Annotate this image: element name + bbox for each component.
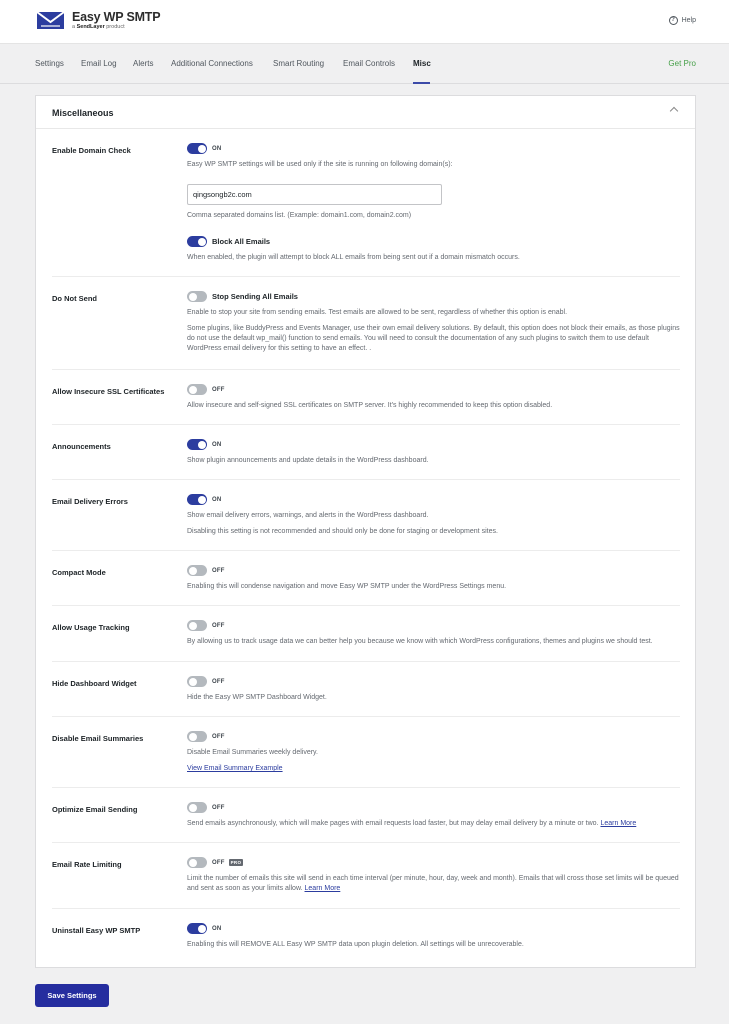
usage-tracking-toggle[interactable] (187, 620, 207, 631)
tab-email-log[interactable]: Email Log (81, 59, 117, 68)
brand-logo[interactable] (35, 10, 160, 31)
question-icon: ? (669, 16, 678, 25)
setting-label: Allow Usage Tracking (52, 623, 130, 632)
block-all-emails-toggle[interactable] (187, 236, 207, 247)
setting-usage-tracking (52, 606, 680, 662)
setting-label: Do Not Send (52, 294, 97, 303)
tab-misc[interactable]: Misc (413, 59, 431, 68)
toggle-state: ON (212, 145, 222, 152)
brand-subtitle: a SendLayer product (72, 23, 125, 30)
toggle-state: OFF (212, 622, 225, 629)
domains-input[interactable] (187, 184, 442, 205)
setting-description: Enabling this will REMOVE ALL Easy WP SMTP data upon plugin deletion. All settings will be unrecoverable. (187, 941, 524, 948)
rate-limiting-toggle[interactable] (187, 857, 207, 868)
setting-description: By allowing us to track usage data we can better help you because we know with which WordPress configurations, themes and plugins we should test. (187, 638, 653, 645)
setting-label: Disable Email Summaries (52, 734, 144, 743)
tab-email-controls[interactable]: Email Controls (343, 59, 396, 68)
setting-label: Enable Domain Check (52, 146, 131, 155)
setting-announcements (52, 425, 680, 480)
setting-compact-mode (52, 551, 680, 606)
envelope-logo-icon (35, 10, 66, 31)
toggle-state: ON (212, 496, 222, 503)
domains-help: Comma separated domains list. (Example: domain1.com, domain2.com) (187, 212, 412, 219)
setting-description: Easy WP SMTP settings will be used only if the site is running on following domain(s): (187, 161, 453, 168)
toggle-state: ON (212, 441, 222, 448)
setting-label: Email Rate Limiting (52, 860, 122, 869)
setting-domain-check (52, 129, 680, 277)
help-link[interactable] (669, 16, 696, 25)
setting-label: Uninstall Easy WP SMTP (52, 926, 141, 935)
setting-description: Allow insecure and self-signed SSL certificates on SMTP server. It's highly recommended to keep this option disabled. (187, 402, 553, 409)
toggle-state: OFF (212, 804, 225, 811)
optimize-sending-toggle[interactable] (187, 802, 207, 813)
panel-header[interactable] (36, 96, 695, 129)
setting-rate-limiting (52, 843, 680, 909)
setting-label: Announcements (52, 442, 111, 451)
top-bar (0, 0, 729, 44)
setting-label: Optimize Email Sending (52, 805, 138, 814)
setting-description: Enabling this will condense navigation and move Easy WP SMTP under the WordPress Settings menu. (187, 583, 507, 590)
setting-email-summaries (52, 717, 680, 788)
toggle-state: OFF (212, 733, 225, 740)
setting-description: Enable to stop your site from sending emails. Test emails are allowed to be sent, regardless of whether this option is enabl. (187, 309, 568, 316)
uninstall-toggle[interactable] (187, 923, 207, 934)
setting-description-extra: Some plugins, like BuddyPress and Events Manager, use their own email delivery solutions. By default, this option does not block their emails, as those plugins do not use the default wp_mail() function to send emails. You will need to consult the documentation of any such plugins to switch them to use default WordPress email delivery for this setting to have an effect. . (187, 325, 680, 352)
learn-more-link[interactable]: Learn More (304, 885, 341, 892)
toggle-state: OFF (212, 567, 225, 574)
block-all-emails-label: Block All Emails (212, 237, 271, 246)
view-summary-example-link[interactable]: View Email Summary Example (187, 765, 283, 772)
help-label: Help (681, 17, 696, 24)
dashboard-widget-toggle[interactable] (187, 676, 207, 687)
setting-description: Limit the number of emails this site will send in each time interval (per minute, hour, day, week and month). Emails that will cross those set limits will be queued and sent as soon as your limits allow. Learn More (187, 875, 679, 892)
setting-description-extra: Disabling this setting is not recommended and should only be done for staging or development sites. (187, 528, 498, 535)
panel-title: Miscellaneous (52, 108, 114, 118)
get-pro-link[interactable]: Get Pro (668, 59, 696, 68)
setting-optimize-sending (52, 788, 680, 843)
setting-description: Show plugin announcements and update details in the WordPress dashboard. (187, 457, 429, 464)
active-tab-indicator (413, 82, 430, 84)
domain-check-toggle[interactable] (187, 143, 207, 154)
tab-bar (0, 44, 729, 84)
insecure-ssl-toggle[interactable] (187, 384, 207, 395)
setting-description: Hide the Easy WP SMTP Dashboard Widget. (187, 694, 327, 701)
learn-more-link[interactable]: Learn More (600, 820, 637, 827)
setting-do-not-send (52, 277, 680, 370)
compact-mode-toggle[interactable] (187, 565, 207, 576)
setting-uninstall (52, 909, 680, 967)
stop-sending-label: Stop Sending All Emails (212, 292, 298, 301)
misc-settings-panel (35, 95, 696, 968)
email-summaries-toggle[interactable] (187, 731, 207, 742)
toggle-state: ON (212, 925, 222, 932)
announcements-toggle[interactable] (187, 439, 207, 450)
tab-smart-routing[interactable]: Smart Routing (273, 59, 325, 68)
chevron-up-icon[interactable] (670, 107, 678, 115)
tab-settings[interactable]: Settings (35, 59, 64, 68)
setting-delivery-errors (52, 480, 680, 551)
setting-description: Show email delivery errors, warnings, and alerts in the WordPress dashboard. (187, 512, 429, 519)
tab-alerts[interactable]: Alerts (133, 59, 154, 68)
setting-description: Disable Email Summaries weekly delivery. (187, 749, 318, 756)
setting-label: Hide Dashboard Widget (52, 679, 137, 688)
brand-title: Easy WP SMTP (72, 9, 161, 24)
setting-dashboard-widget (52, 662, 680, 717)
toggle-state: OFF (212, 678, 225, 685)
delivery-errors-toggle[interactable] (187, 494, 207, 505)
tab-additional-connections[interactable]: Additional Connections (171, 59, 253, 68)
toggle-state: OFF (212, 859, 225, 866)
setting-label: Allow Insecure SSL Certificates (52, 387, 165, 396)
setting-label: Email Delivery Errors (52, 497, 128, 506)
setting-insecure-ssl (52, 370, 680, 425)
save-settings-button[interactable]: Save Settings (35, 984, 109, 1007)
pro-badge: PRO (230, 860, 242, 865)
toggle-state: OFF (212, 386, 225, 393)
block-all-emails-desc: When enabled, the plugin will attempt to block ALL emails from being sent out if a domain mismatch occurs. (187, 254, 520, 261)
setting-description: Send emails asynchronously, which will make pages with email requests load faster, but may delay email delivery by a minute or two. Learn More (187, 820, 637, 827)
setting-label: Compact Mode (52, 568, 106, 577)
stop-sending-toggle[interactable] (187, 291, 207, 302)
